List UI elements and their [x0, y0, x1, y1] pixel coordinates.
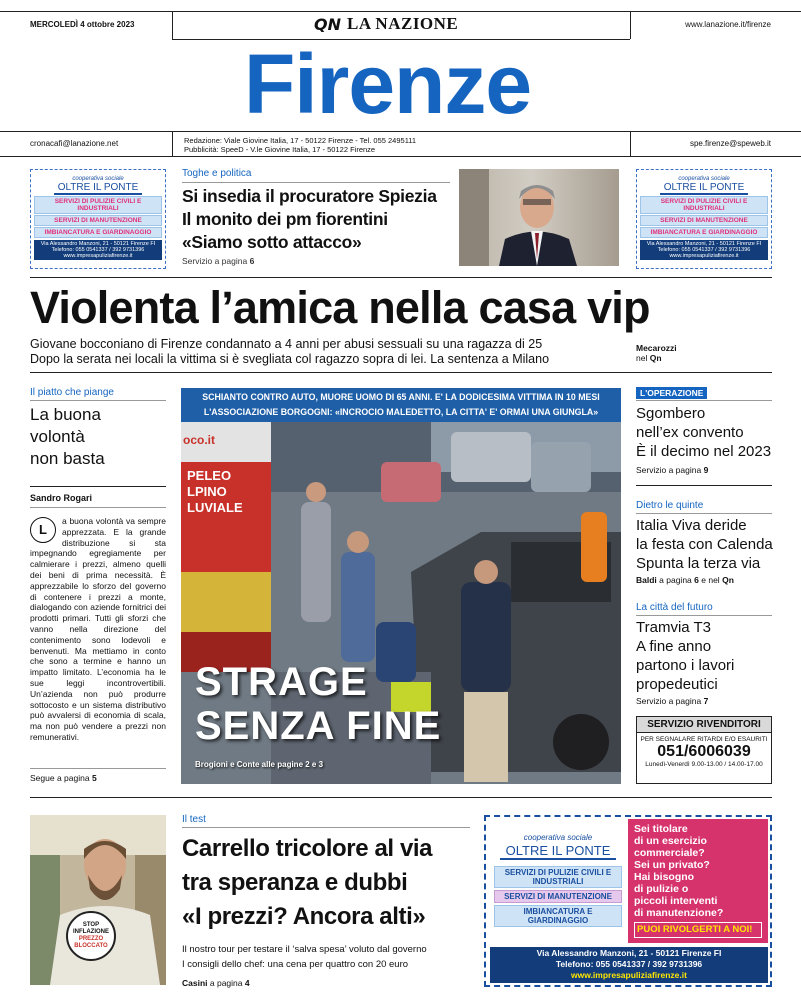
- headline-line: «I prezzi? Ancora alti»: [182, 903, 426, 930]
- ad-address: [490, 947, 768, 983]
- brand-logo: [314, 14, 458, 34]
- main-headline[interactable]: Violenta l’amica nella casa vip: [30, 282, 650, 333]
- ad-addr-line: Via Alessandro Manzoni, 21 - 50121 Firenze FI: [40, 241, 156, 247]
- story-sgombero-ref: [636, 465, 708, 475]
- badge-line: INFLAZIONE: [73, 929, 109, 935]
- ad-pink-line: piccoli interventi: [634, 895, 718, 907]
- ad-addr-line: Telefono: 055 0541337 / 392 9731396: [657, 247, 751, 253]
- brand-name: LA NAZIONE: [347, 14, 459, 33]
- story-line: propedeutici: [636, 676, 718, 693]
- story-line: A fine anno: [636, 638, 712, 655]
- ref-text: Servizio a pagina: [182, 256, 248, 266]
- ref-author: Baldi: [636, 575, 657, 585]
- ref-page: 6: [694, 575, 699, 585]
- headline-line: Carrello tricolore al via: [182, 835, 433, 862]
- caption-line: L'ASSOCIAZIONE BORGOGNI: «INCROCIO MALEDETTO, LA CITTA' E' ORMAI UNA GIUNGLA»: [203, 407, 599, 417]
- ad-band: SERVIZI DI PULIZIE CIVILI E INDUSTRIALI: [640, 196, 768, 214]
- ad-brand-small: cooperativa sociale: [678, 176, 730, 182]
- ad-oltre-il-ponte-big[interactable]: [484, 815, 772, 987]
- story-tramvia[interactable]: [636, 618, 734, 694]
- redazione-info: Redazione: Viale Giovine Italia, 17 - 50122 Firenze - Tel. 055 2495111: [184, 136, 417, 145]
- main-subtitle-2: Dopo la serata nei locali la vittima si è svegliata col ragazzo sopra di lei. La sentenza a Milano: [30, 352, 550, 366]
- ad-addr-line: Telefono: 055 0541337 / 392 9731396: [51, 247, 145, 253]
- servizio-rivenditori-box[interactable]: [636, 716, 772, 784]
- ref-text: a pagina: [659, 575, 692, 585]
- title-line: La buona: [30, 405, 101, 424]
- ad-pink-line: commerciale?: [634, 847, 705, 859]
- carrello-photo: [30, 815, 166, 985]
- sub-line: Il nostro tour per testare il ‘salva spesa’ voluto dal governo: [182, 944, 427, 955]
- story-line: nell’ex convento: [636, 424, 744, 441]
- ref-page: 9: [703, 465, 709, 475]
- dropcap: L: [30, 517, 56, 543]
- story-italia-viva-ref: [636, 575, 734, 585]
- ad-band: IMBIANCATURA E GIARDINAGGIO: [640, 227, 768, 238]
- ad-brand: OLTRE IL PONTE: [54, 182, 143, 195]
- ad-oltre-il-ponte-left[interactable]: [30, 169, 166, 269]
- follow-page: 5: [91, 773, 97, 783]
- email-speed[interactable]: spe.firenze@speweb.it: [689, 139, 771, 148]
- ad-band: SERVIZI DI PULIZIE CIVILI E INDUSTRIALI: [34, 196, 162, 214]
- ad-address: [640, 240, 768, 260]
- carrello-ref: [182, 978, 250, 988]
- stop-inflazione-badge: [66, 911, 116, 961]
- top-story-headline[interactable]: [182, 185, 437, 254]
- carrello-headline[interactable]: [182, 832, 432, 934]
- service-sub: PER SEGNALARE RITARDI E/O ESAURITI: [640, 736, 768, 743]
- carrello-sub: [182, 942, 427, 972]
- badge-line: BLOCCATO: [74, 943, 108, 949]
- ad-address: [34, 240, 162, 260]
- story-tramvia-ref: [636, 696, 708, 706]
- caption-line: SCHIANTO CONTRO AUTO, MUORE UOMO DI 65 ANNI. E' LA DODICESIMA VITTIMA IN 10 MESI: [202, 392, 600, 402]
- sub-line: I consigli dello chef: una cena per quattro con 20 euro: [182, 959, 409, 970]
- headline-line: Si insedia il procuratore Spiezia: [182, 186, 437, 206]
- story-line: È il decimo nel 2023: [636, 443, 772, 460]
- ad-oltre-il-ponte-right[interactable]: [636, 169, 772, 269]
- ad-band: IMBIANCATURA E GIARDINAGGIO: [34, 227, 162, 238]
- author-ref: Qn: [649, 353, 662, 363]
- overlay-line: SENZA FINE: [195, 704, 442, 748]
- ref-text: e nel: [701, 575, 720, 585]
- sign-text: oco.it: [183, 433, 215, 447]
- test-tag: Il test: [182, 814, 206, 825]
- ref-qn: Qn: [722, 575, 734, 585]
- story-sgombero[interactable]: [636, 404, 771, 461]
- author-name: Mecarozzi: [636, 343, 677, 353]
- ref-author: Casini: [182, 978, 208, 988]
- ad-addr-line: www.impresapuliziafirenze.it: [63, 253, 133, 259]
- ad-addr-line: www.impresapuliziafirenze.it: [669, 253, 739, 259]
- ad-addr-line: Telefono: 055 0541337 / 392 9731396: [555, 959, 703, 969]
- ad-pink-line: di manutenzione?: [634, 907, 724, 919]
- ad-pink-panel: [628, 819, 768, 943]
- ref-page: 4: [244, 978, 250, 988]
- story-line: Tramvia T3: [636, 619, 712, 636]
- ref-page: 6: [249, 256, 255, 266]
- editorial-tag: Il piatto che piange: [30, 387, 114, 398]
- service-hours: Lunedì-Venerdì 9.00-13.00 / 14.00-17.00: [645, 761, 763, 768]
- main-subtitle-1: Giovane bocconiano di Firenze condannato a 4 anni per abusi sessuali su una ragazza di 25: [30, 337, 543, 351]
- masthead-date: MERCOLEDÌ 4 ottobre 2023: [30, 20, 135, 29]
- badge-line: PREZZO: [78, 936, 104, 942]
- ad-brand: OLTRE IL PONTE: [500, 843, 617, 860]
- main-photo[interactable]: [181, 388, 621, 784]
- ad-pink-line: di un esercizio: [634, 835, 707, 847]
- photo-caption-bar: [181, 388, 621, 422]
- ad-band: SERVIZI DI MANUTENZIONE: [640, 215, 768, 226]
- service-phone[interactable]: 051/6006039: [657, 743, 751, 760]
- editorial-title[interactable]: [30, 404, 105, 470]
- author-ref-pre: nel: [636, 353, 648, 363]
- story-line: la festa con Calenda: [636, 536, 773, 553]
- email-cronaca[interactable]: cronacafi@lanazione.net: [30, 139, 119, 148]
- story-line: partono i lavori: [636, 657, 735, 674]
- ref-text: Servizio a pagina: [636, 696, 702, 706]
- photo-overlay-title: [195, 660, 441, 748]
- ad-cta[interactable]: PUOI RIVOLGERTI A NOI!: [634, 922, 762, 938]
- editorial-body: [30, 516, 166, 743]
- website-link[interactable]: www.lanazione.it/firenze: [685, 20, 771, 29]
- story-line: Italia Viva deride: [636, 517, 747, 534]
- ad-band: SERVIZI DI MANUTENZIONE: [494, 890, 622, 903]
- ad-band: SERVIZI DI MANUTENZIONE: [34, 215, 162, 226]
- ad-brand-small: cooperativa sociale: [523, 833, 593, 842]
- story-line: Sgombero: [636, 405, 706, 422]
- main-author: [636, 343, 677, 363]
- ad-addr-line[interactable]: www.impresapuliziafirenze.it: [571, 970, 687, 980]
- title-line: non basta: [30, 449, 105, 468]
- story-italia-viva[interactable]: [636, 516, 773, 573]
- editorial-author: Sandro Rogari: [30, 493, 93, 503]
- quinte-tag: Dietro le quinte: [636, 500, 704, 511]
- headline-line: tra speranza e dubbi: [182, 869, 408, 896]
- edition-title: Firenze: [244, 37, 532, 131]
- pubblicita-info: Pubblicità: SpeeD - V.le Giovine Italia, 17 - 50122 Firenze: [184, 145, 376, 154]
- ad-addr-line: Via Alessandro Manzoni, 21 - 50121 Firenze FI: [536, 948, 722, 958]
- ad-pink-line: di pulizie o: [634, 883, 689, 895]
- futuro-tag: La città del futuro: [636, 602, 713, 613]
- ad-band: IMBIANCATURA E GIARDINAGGIO: [494, 905, 622, 927]
- qn-logo: QN: [314, 14, 341, 34]
- ad-band: SERVIZI DI PULIZIE CIVILI E INDUSTRIALI: [494, 866, 622, 888]
- ref-text: Servizio a pagina: [636, 465, 702, 475]
- headline-line: «Siamo sotto attacco»: [182, 232, 362, 252]
- title-line: volontà: [30, 427, 85, 446]
- operazione-tag: L'OPERAZIONE: [636, 387, 707, 399]
- ad-brand-small: cooperativa sociale: [72, 176, 124, 182]
- ad-brand: OLTRE IL PONTE: [660, 182, 749, 195]
- ad-pink-line: Sei titolare: [634, 823, 688, 835]
- ad-pink-line: Hai bisogno: [634, 871, 695, 883]
- top-story-ref: [182, 256, 254, 266]
- editorial-text: a buona volontà va sempre apprezzata. E la grande distribuzione si sta impegnando egregiamente per calmierare i prezzi, almeno quelli dei beni di prima necessità. È apprezzabile lo sforzo del governo di contenere i prezzi a monte, dialogando con aziende fornitrici dei prodotti primari. Tutti gli sforzi che vanno nella direzione del contenimento sono lodevoli e benvenuti. Ma mettiamo in conto che sono a termine e hanno un impatto limitato. L’economia ha le sue leggi incontrovertibili. Un’azienda non può produrre sottocosto e un sistema distributivo può avvalersi di economia di scala, ma non può vendere a prezzi non remunerativi.: [30, 516, 166, 742]
- truck-text: PELEO LPINO LUVIALE: [187, 468, 243, 515]
- photo-credit: Brogioni e Conte alle pagine 2 e 3: [195, 760, 324, 769]
- badge-line: STOP: [82, 922, 100, 928]
- follow-text: Segue a pagina: [30, 773, 90, 783]
- top-story-tag: Toghe e politica: [182, 168, 252, 179]
- procuratore-photo: [459, 169, 619, 266]
- ad-pink-line: Sei un privato?: [634, 859, 710, 871]
- ref-text: a pagina: [209, 978, 243, 988]
- ref-page: 7: [703, 696, 709, 706]
- editorial-follow[interactable]: [30, 773, 97, 783]
- service-title: SERVIZIO RIVENDITORI: [637, 717, 771, 733]
- story-line: Spunta la terza via: [636, 555, 761, 572]
- headline-line: Il monito dei pm fiorentini: [182, 209, 388, 229]
- overlay-line: STRAGE: [195, 660, 368, 704]
- ad-addr-line: Via Alessandro Manzoni, 21 - 50121 Firenze FI: [646, 241, 762, 247]
